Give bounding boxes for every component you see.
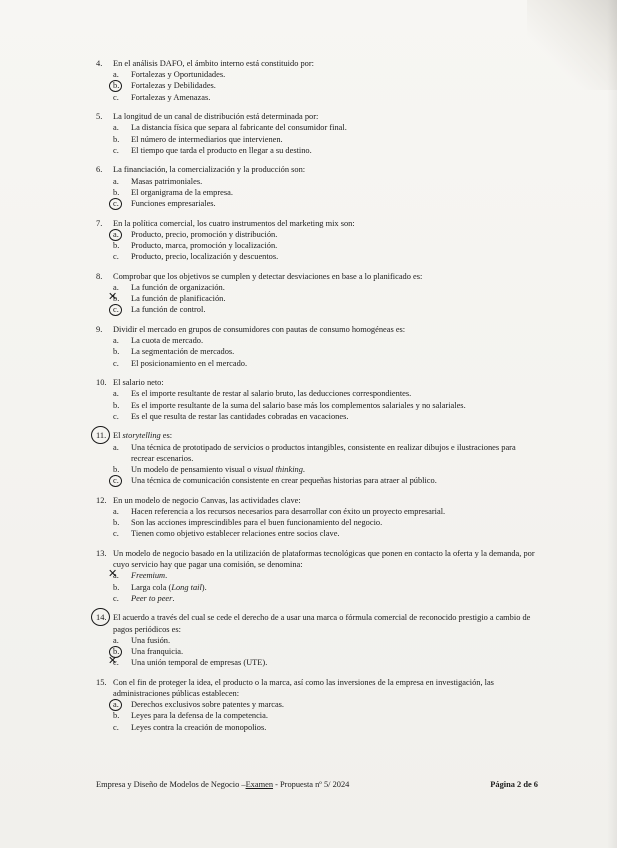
option-text: Una unión temporal de empresas (UTE).: [131, 658, 268, 668]
question-text: En un modelo de negocio Canvas, las actividades clave:: [113, 495, 301, 505]
question-number: 11.: [96, 430, 113, 441]
answer-option[interactable]: [96, 570, 536, 581]
answer-option[interactable]: [96, 145, 536, 156]
option-text: Leyes para la defensa de la competencia.: [131, 711, 268, 721]
option-text: Producto, precio, promoción y distribución.: [131, 229, 278, 239]
question-block: [96, 612, 536, 668]
option-letter: c.: [113, 198, 131, 209]
question-block: [96, 164, 536, 209]
answer-option[interactable]: [96, 517, 536, 528]
option-text: Una técnica de prototipado de servicios o productos intangibles, consistente en realizar dibujos e ilustraciones para recrear escenarios.: [131, 442, 516, 463]
option-text: La función de organización.: [131, 283, 225, 293]
answer-option[interactable]: [96, 198, 536, 209]
answer-option[interactable]: [96, 69, 536, 80]
question-number: 9.: [96, 325, 103, 335]
option-letter: b.: [113, 646, 131, 657]
footer-page-number: Página 2 de 6: [490, 780, 538, 789]
answer-option[interactable]: [96, 442, 536, 464]
option-letter: c.: [113, 593, 119, 603]
option-text: Masas patrimoniales.: [131, 176, 203, 186]
question-number: 10.: [96, 378, 107, 388]
answer-option[interactable]: [96, 122, 536, 133]
option-text: Un modelo de pensamiento visual o visual thinking.: [131, 465, 305, 475]
option-text: El posicionamiento en el mercado.: [131, 358, 248, 368]
option-letter: a.: [113, 70, 119, 80]
question-block: [96, 58, 536, 103]
answer-option[interactable]: [96, 400, 536, 411]
option-text: La cuota de mercado.: [131, 336, 204, 346]
page-edge-shadow: [607, 0, 617, 848]
question-text: La financiación, la comercialización y la producción son:: [113, 165, 306, 175]
question-text: El storytelling es:: [113, 431, 173, 441]
question-text: En la política comercial, los cuatro instrumentos del marketing mix son:: [113, 218, 355, 228]
option-letter: b.: [113, 711, 120, 721]
question-text: En el análisis DAFO, el ámbito interno está constituido por:: [113, 59, 314, 68]
option-letter: c.: [113, 529, 119, 539]
answer-option[interactable]: [96, 293, 536, 304]
question-text: Comprobar que los objetivos se cumplen y detectar desviaciones en base a lo planificado es:: [113, 271, 423, 281]
answer-option[interactable]: [96, 388, 536, 399]
question-block: [96, 271, 536, 316]
option-text: La distancia física que separa al fabricante del consumidor final.: [131, 123, 347, 133]
answer-option[interactable]: [96, 506, 536, 517]
option-text: El organigrama de la empresa.: [131, 187, 233, 197]
answer-option[interactable]: [96, 464, 536, 475]
option-letter: c.: [113, 145, 119, 155]
answer-option[interactable]: [96, 710, 536, 721]
question-number: 5.: [96, 112, 103, 122]
option-letter: c.: [113, 92, 119, 102]
option-text: Fortalezas y Oportunidades.: [131, 70, 226, 80]
answer-option[interactable]: [96, 304, 536, 315]
page-footer: [96, 780, 538, 789]
question-block: [96, 324, 536, 369]
option-text: Es el importe resultante de la suma del salario base más los complementos salariales y no salariales.: [131, 400, 466, 410]
answer-option[interactable]: [96, 593, 536, 604]
answer-option[interactable]: [96, 335, 536, 346]
option-letter: b.: [113, 518, 120, 528]
questions-list: [96, 58, 536, 741]
question-block: [96, 548, 536, 604]
option-letter: a.: [113, 635, 119, 645]
question-text: Un modelo de negocio basado en la utilización de plataformas tecnológicas que ponen en contacto la oferta y la demanda, por cuyo servicio hay que pagar una comisión, se denomina:: [113, 549, 535, 570]
question-text: Dividir el mercado en grupos de consumidores con pautas de consumo homogéneas es:: [113, 325, 406, 335]
option-letter: a.: [113, 229, 131, 240]
option-text: Tienen como objetivo establecer relaciones entre socios clave.: [131, 529, 340, 539]
option-letter: a.: [113, 699, 131, 710]
question-block: [96, 430, 536, 486]
folded-corner: [527, 0, 617, 90]
question-block: [96, 677, 536, 733]
answer-option[interactable]: [96, 251, 536, 262]
answer-option[interactable]: [96, 657, 536, 668]
option-text: Una fusión.: [131, 635, 171, 645]
option-letter: c.: [113, 411, 119, 421]
option-text: Derechos exclusivos sobre patentes y marcas.: [131, 700, 285, 710]
option-letter: a.: [113, 283, 119, 293]
option-letter: a.: [113, 507, 119, 517]
answer-option[interactable]: [96, 134, 536, 145]
option-text: Funciones empresariales.: [131, 199, 216, 209]
option-letter: c.: [113, 252, 119, 262]
question-number: 6.: [96, 165, 103, 175]
option-letter: c.: [113, 475, 131, 486]
option-text: El número de intermediarios que intervienen.: [131, 134, 283, 144]
option-letter: a. ✕: [113, 570, 131, 581]
option-letter: a.: [113, 442, 119, 452]
option-text: La función de control.: [131, 305, 206, 315]
answer-option[interactable]: [96, 646, 536, 657]
answer-option[interactable]: [96, 187, 536, 198]
option-letter: b.: [113, 134, 120, 144]
answer-option[interactable]: [96, 229, 536, 240]
option-letter: b.: [113, 241, 120, 251]
option-letter: a.: [113, 336, 119, 346]
option-letter: b.: [113, 400, 120, 410]
question-number: 14.: [96, 612, 113, 634]
answer-option[interactable]: [96, 699, 536, 710]
option-text: Fortalezas y Amenazas.: [131, 92, 211, 102]
question-number: 4.: [96, 59, 103, 68]
question-text: El salario neto:: [113, 378, 164, 388]
option-text: Fortalezas y Debilidades.: [131, 81, 216, 91]
option-text: La función de planificación.: [131, 294, 226, 304]
option-text: Larga cola (Long tail).: [131, 582, 207, 592]
answer-option[interactable]: [96, 92, 536, 103]
question-text: Con el fin de proteger la idea, el producto o la marca, así como las inversiones de la empresa en investigación, las administraciones públicas establecen:: [113, 677, 494, 699]
answer-option[interactable]: [96, 722, 536, 733]
option-letter: c.: [113, 722, 119, 732]
answer-option[interactable]: [96, 475, 536, 486]
question-number: 8.: [96, 271, 103, 281]
answer-option[interactable]: [96, 176, 536, 187]
option-text: Es el que resulta de restar las cantidades cobradas en vacaciones.: [131, 411, 349, 421]
option-letter: b.: [113, 347, 120, 357]
question-block: [96, 111, 536, 156]
option-letter: b.: [113, 80, 131, 91]
answer-option[interactable]: [96, 528, 536, 539]
option-text: Una técnica de comunicación consistente en crear pequeñas historias para atraer al público.: [131, 476, 437, 486]
option-letter: a.: [113, 176, 119, 186]
option-text: Hacen referencia a los recursos necesarios para desarrollar con éxito un proyecto empresarial.: [131, 507, 446, 517]
answer-option[interactable]: [96, 582, 536, 593]
option-text: Una franquicia.: [131, 647, 184, 657]
answer-option[interactable]: [96, 80, 536, 91]
option-text: Peer to peer.: [131, 593, 175, 603]
option-text: Producto, precio, localización y descuentos.: [131, 252, 279, 262]
question-block: [96, 377, 536, 422]
question-block: [96, 495, 536, 540]
question-block: [96, 218, 536, 263]
option-letter: a.: [113, 123, 119, 133]
option-text: La segmentación de mercados.: [131, 347, 235, 357]
answer-option[interactable]: [96, 346, 536, 357]
option-text: Leyes contra la creación de monopolios.: [131, 722, 267, 732]
question-number: 7.: [96, 218, 103, 228]
answer-option[interactable]: [96, 282, 536, 293]
question-text: La longitud de un canal de distribución está determinada por:: [113, 112, 319, 122]
answer-option[interactable]: [96, 358, 536, 369]
option-text: Son las acciones imprescindibles para el buen funcionamiento del negocio.: [131, 518, 383, 528]
option-text: Freemium.: [131, 571, 168, 581]
question-number: 15.: [96, 677, 107, 687]
option-letter: b.: [113, 582, 120, 592]
option-letter: c.: [113, 304, 131, 315]
question-number: 12.: [96, 495, 107, 505]
option-text: El tiempo que tarda el producto en llegar a su destino.: [131, 145, 312, 155]
footer-course-title: Empresa y Diseño de Modelos de Negocio –Examen - Propuesta nº 5/ 2024: [96, 780, 350, 789]
option-letter: b.: [113, 465, 120, 475]
option-letter: c. ✕: [113, 657, 131, 668]
question-text: El acuerdo a través del cual se cede el derecho de a usar una marca o fórmula comercial de reconocido prestigio a cambio de pagos periódicos es:: [113, 613, 531, 634]
option-letter: b. ✕: [113, 293, 131, 304]
option-letter: c.: [113, 358, 119, 368]
option-letter: b.: [113, 187, 120, 197]
option-letter: a.: [113, 389, 119, 399]
question-number: 13.: [96, 549, 107, 559]
answer-option[interactable]: [96, 411, 536, 422]
option-text: Producto, marca, promoción y localización.: [131, 241, 278, 251]
answer-option[interactable]: [96, 240, 536, 251]
answer-option[interactable]: [96, 635, 536, 646]
option-text: Es el importe resultante de restar al salario bruto, las deducciones correspondientes.: [131, 389, 412, 399]
